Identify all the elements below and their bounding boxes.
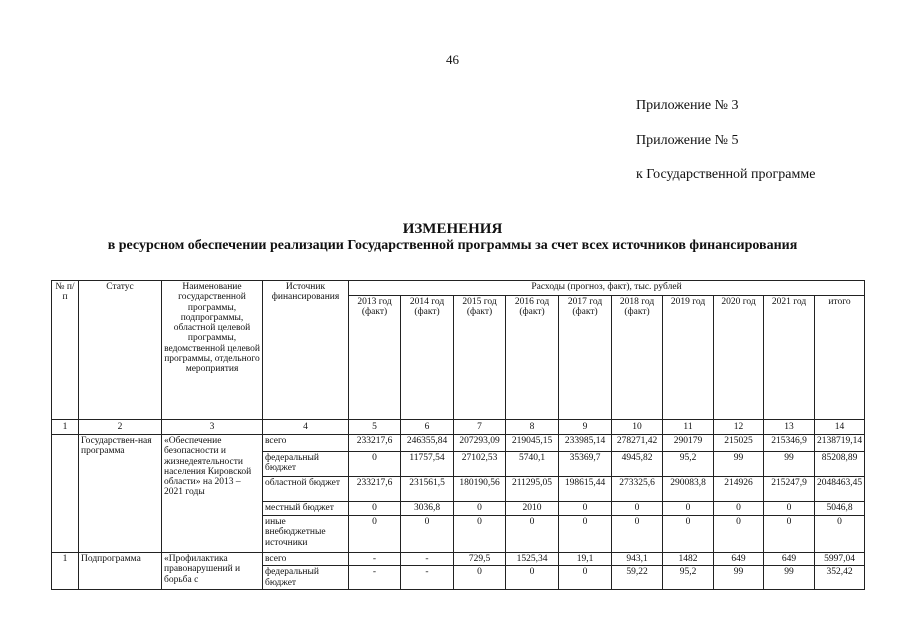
value-cell: 11757,54 — [401, 452, 454, 477]
value-cell: 0 — [506, 516, 559, 553]
value-cell: 273325,6 — [612, 477, 663, 502]
value-cell: 215247,9 — [764, 477, 815, 502]
value-cell: 99 — [714, 452, 764, 477]
value-cell: 99 — [714, 566, 764, 590]
value-cell: 211295,05 — [506, 477, 559, 502]
document-title: ИЗМЕНЕНИЯ — [402, 221, 503, 237]
header-year: 2018 год (факт) — [612, 296, 663, 420]
value-cell: 0 — [815, 516, 865, 553]
row-num — [52, 435, 79, 553]
value-cell: 0 — [349, 502, 401, 516]
column-number: 8 — [506, 420, 559, 435]
value-cell: 278271,42 — [612, 435, 663, 452]
header-year: 2020 год — [714, 296, 764, 420]
resource-table — [51, 280, 865, 590]
value-cell: 0 — [714, 516, 764, 553]
row-program-name: «Обеспечение безопасности и жизнедеятельности населения Кировской области» на 2013 – 2021 годы — [162, 435, 263, 553]
value-cell: 0 — [454, 502, 506, 516]
value-cell: 214926 — [714, 477, 764, 502]
row-status: Подпрограмма — [79, 553, 162, 590]
value-cell: 95,2 — [663, 566, 714, 590]
value-cell: 0 — [559, 516, 612, 553]
header-year: 2021 год — [764, 296, 815, 420]
value-cell: 0 — [506, 566, 559, 590]
value-cell: - — [401, 553, 454, 566]
value-cell: 0 — [349, 452, 401, 477]
value-cell: 246355,84 — [401, 435, 454, 452]
value-cell: 19,1 — [559, 553, 612, 566]
value-cell: 0 — [559, 502, 612, 516]
appendix-line-1: Приложение № 3 — [636, 98, 739, 113]
value-cell: 233985,14 — [559, 435, 612, 452]
value-cell: 290083,8 — [663, 477, 714, 502]
header-source: Источник финансирования — [263, 281, 349, 420]
table-row — [52, 435, 865, 452]
value-cell: 0 — [401, 516, 454, 553]
value-cell: 2010 — [506, 502, 559, 516]
column-number: 2 — [79, 420, 162, 435]
header-year: 2016 год (факт) — [506, 296, 559, 420]
value-cell: 231561,5 — [401, 477, 454, 502]
value-cell: 649 — [714, 553, 764, 566]
value-cell: 215346,9 — [764, 435, 815, 452]
column-number: 4 — [263, 420, 349, 435]
value-cell: 2138719,14 — [815, 435, 865, 452]
value-cell: 233217,6 — [349, 477, 401, 502]
header-year: 2017 год (факт) — [559, 296, 612, 420]
column-number: 7 — [454, 420, 506, 435]
value-cell: 0 — [764, 502, 815, 516]
value-cell: 0 — [612, 516, 663, 553]
column-number: 13 — [764, 420, 815, 435]
value-cell: 1525,34 — [506, 553, 559, 566]
row-num: 1 — [52, 553, 79, 590]
value-cell: 1482 — [663, 553, 714, 566]
value-cell: 5740,1 — [506, 452, 559, 477]
value-cell: 95,2 — [663, 452, 714, 477]
value-cell: 0 — [714, 502, 764, 516]
value-cell: 59,22 — [612, 566, 663, 590]
value-cell: 233217,6 — [349, 435, 401, 452]
value-cell: 5046,8 — [815, 502, 865, 516]
value-cell: 649 — [764, 553, 815, 566]
value-cell: 0 — [663, 502, 714, 516]
value-cell: 5997,04 — [815, 553, 865, 566]
header-name: Наименование государственной программы, подпрограммы, областной целевой программы, ведомственной целевой программы, отдельного мероприятия — [162, 281, 263, 420]
column-number: 6 — [401, 420, 454, 435]
column-number: 9 — [559, 420, 612, 435]
header-expenses: Расходы (прогноз, факт), тыс. рублей — [349, 281, 865, 296]
value-cell: 198615,44 — [559, 477, 612, 502]
value-cell: 290179 — [663, 435, 714, 452]
header-year: 2019 год — [663, 296, 714, 420]
column-number: 14 — [815, 420, 865, 435]
table-row — [52, 553, 865, 566]
row-program-name: «Профилактика правонарушений и борьба с — [162, 553, 263, 590]
value-cell: 352,42 — [815, 566, 865, 590]
value-cell: 0 — [454, 566, 506, 590]
value-cell: 219045,15 — [506, 435, 559, 452]
row-source: федеральный бюджет — [263, 452, 349, 477]
column-number: 12 — [714, 420, 764, 435]
row-status: Государствен-ная программа — [79, 435, 162, 553]
column-number: 11 — [663, 420, 714, 435]
value-cell: 0 — [764, 516, 815, 553]
value-cell: 207293,09 — [454, 435, 506, 452]
value-cell: 35369,7 — [559, 452, 612, 477]
column-number: 1 — [52, 420, 79, 435]
value-cell: 0 — [559, 566, 612, 590]
row-source: областной бюджет — [263, 477, 349, 502]
column-number: 5 — [349, 420, 401, 435]
appendix-line-2: Приложение № 5 — [636, 133, 739, 148]
value-cell: 0 — [612, 502, 663, 516]
value-cell: 943,1 — [612, 553, 663, 566]
header-total: итого — [815, 296, 865, 420]
document-subtitle: в ресурсном обеспечении реализации Государственной программы за счет всех источников финансирования — [107, 238, 798, 253]
value-cell: 0 — [454, 516, 506, 553]
value-cell: 99 — [764, 452, 815, 477]
value-cell: - — [401, 566, 454, 590]
value-cell: - — [349, 553, 401, 566]
header-year: 2013 год (факт) — [349, 296, 401, 420]
value-cell: 4945,82 — [612, 452, 663, 477]
value-cell: 180190,56 — [454, 477, 506, 502]
page-number: 46 — [446, 52, 459, 67]
row-source: всего — [263, 435, 349, 452]
value-cell: 2048463,45 — [815, 477, 865, 502]
column-number: 3 — [162, 420, 263, 435]
header-year: 2014 год (факт) — [401, 296, 454, 420]
value-cell: - — [349, 566, 401, 590]
row-source: федеральный бюджет — [263, 566, 349, 590]
value-cell: 0 — [349, 516, 401, 553]
value-cell: 99 — [764, 566, 815, 590]
resource-table-container — [51, 280, 864, 590]
column-number-row — [52, 420, 865, 435]
value-cell: 3036,8 — [401, 502, 454, 516]
header-status: Статус — [79, 281, 162, 420]
value-cell: 729,5 — [454, 553, 506, 566]
row-source: иные внебюджетные источники — [263, 516, 349, 553]
value-cell: 215025 — [714, 435, 764, 452]
column-number: 10 — [612, 420, 663, 435]
value-cell: 27102,53 — [454, 452, 506, 477]
row-source: местный бюджет — [263, 502, 349, 516]
row-source: всего — [263, 553, 349, 566]
value-cell: 0 — [663, 516, 714, 553]
header-num: № п/п — [52, 281, 79, 420]
value-cell: 85208,89 — [815, 452, 865, 477]
header-year: 2015 год (факт) — [454, 296, 506, 420]
appendix-line-3: к Государственной программе — [636, 167, 816, 182]
